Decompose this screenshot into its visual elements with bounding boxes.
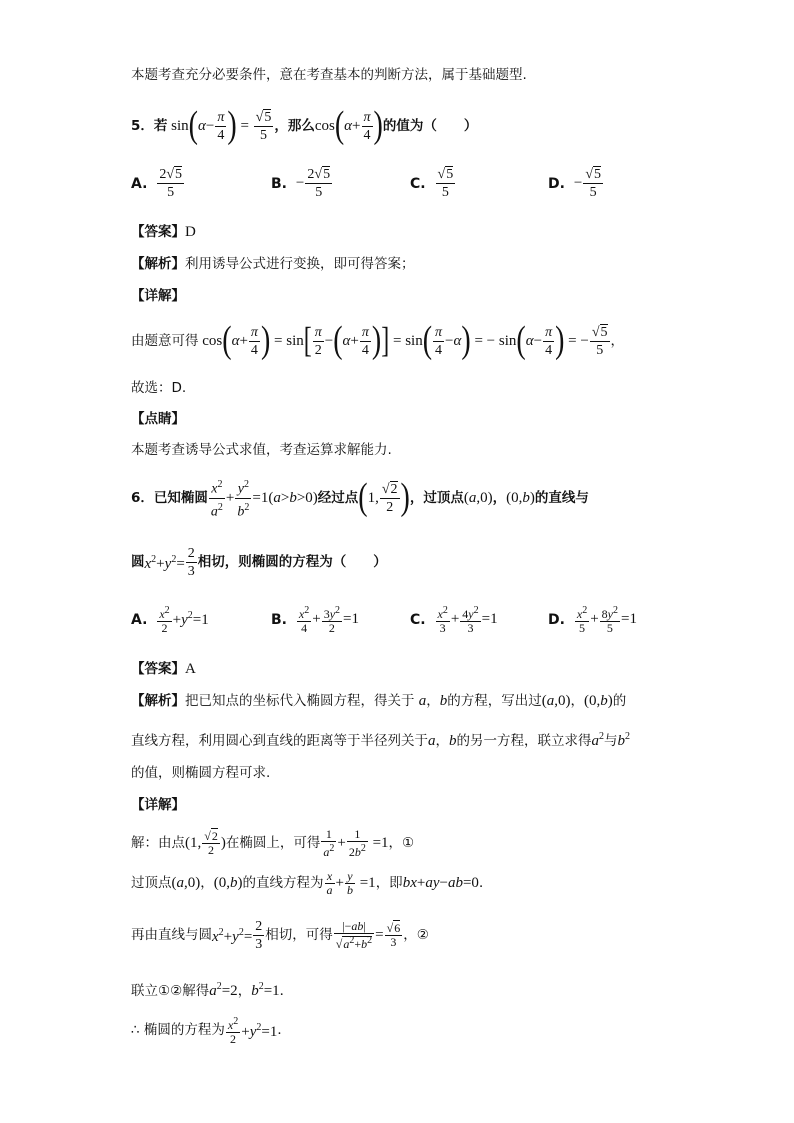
q5-analysis: 【解析】利用诱导公式进行变换，即可得答案； <box>131 256 415 272</box>
q5-comment: 本题考查诱导公式求值，考查运算求解能力. <box>131 442 392 458</box>
q5-detail-tag: 【详解】 <box>131 288 185 304</box>
q6-stem-line1: 6． 已知椭圆 $\frac{x^2}{a^2}$ + $\frac{y^2}{b^2}$ =1(a>b>0) 经过点 ( 1, $\frac{√2}{2}$ ) ，过顶点 (a,0) ， (0,b) 的直线与 <box>131 476 589 520</box>
q5-post: 的值为（ ） <box>382 118 478 134</box>
q5-detail-formula: 由题意可得 cos ( α + $\frac{\pi}{4}$ ) = sin [ $\frac{\pi}{2}$ − ( α + $\frac{\pi}{4}$ ) ] = sin ( $\frac{\pi}{4}$ − α ) = − sin ( α − $\frac{\pi}{4}$ ) = − $\frac{√5}{5}$ ， <box>131 319 625 362</box>
q6-answer: 【答案】A <box>131 661 196 677</box>
q6-detail-3: 再由直线与圆 $x^2+y^2=$ $\frac{2}{3}$ 相切，可得 $\frac{|-ab|}{√a^2+b^2}$ = $\frac{√6}{3}$ ，② <box>131 918 429 952</box>
q5-pre: 若 <box>153 118 168 134</box>
q6-option-c: C. $\frac{x^2}{3}$ + $\frac{4y^2}{3}$ =1 <box>410 605 498 635</box>
q6-stem-line2: 圆 $x^2+y^2=$ $\frac{2}{3}$ 相切，则椭圆的方程为（ ） <box>131 545 387 579</box>
q5-number: 5． <box>131 118 154 134</box>
q5-option-a: A. $\frac{2√5}{5}$ <box>131 167 183 200</box>
q6-analysis-line1: 【解析】把已知点的坐标代入椭圆方程，得关于 a，b的方程，写出过(a,0)，(0,b)的 <box>131 693 627 709</box>
q5-answer: 【答案】D <box>131 224 196 240</box>
q5-conclusion: 故选：D. <box>131 380 187 396</box>
q6-number: 6． <box>131 490 154 506</box>
q6-analysis-line2: 直线方程，利用圆心到直线的距离等于半径列关于a，b的另一方程，联立求得$a^2$与$b^2$ <box>131 731 630 749</box>
q5-comment-tag: 【点睛】 <box>131 411 185 427</box>
q6-detail-4: 联立①②解得$a^2=2$，$b^2=1$． <box>131 981 294 999</box>
q5-option-b: B. − $\frac{2√5}{5}$ <box>271 167 331 200</box>
q6-analysis-line3: 的值，则椭圆方程可求. <box>131 765 271 781</box>
q6-detail-2: 过顶点 (a,0) ， (0,b) 的直线方程为 $\frac{x}{a}$ + $\frac{y}{b}$ =1 ，即 bx+ay−ab=0 ． <box>131 868 493 897</box>
q6-option-a: A. $\frac{x^2}{2}$ $+y^2=1$ <box>131 605 209 635</box>
q5-mid: ，那么 <box>274 118 315 134</box>
q6-detail-5: ∴ 椭圆的方程为 $\frac{x^2}{2}$ $+y^2=1$ ． <box>131 1015 291 1046</box>
q5-option-c: C. $\frac{√5}{5}$ <box>410 167 454 200</box>
q6-detail-1: 解：由点 (1, $\frac{√2}{2}$ ) 在椭圆上，可得 $\frac{1}{a^2}$ + $\frac{1}{2b^2}$ =1 ，① <box>131 826 415 859</box>
q6-option-b: B. $\frac{x^2}{4}$ + $\frac{3y^2}{2}$ =1 <box>271 605 359 635</box>
q6-detail-tag: 【详解】 <box>131 797 185 813</box>
q5-option-d: D. − $\frac{√5}{5}$ <box>548 167 602 200</box>
intro-text: 本题考查充分必要条件，意在考查基本的判断方法，属于基础题型. <box>131 67 527 83</box>
q6-option-d: D. $\frac{x^2}{5}$ + $\frac{8y^2}{5}$ =1 <box>548 605 637 635</box>
q5-stem: 5． 若 sin ( α − $\frac{\pi}{4}$ ) = $\frac{√5}{5}$ ，那么 cos ( α + $\frac{\pi}{4}$ ) 的值为（ ） <box>131 104 478 147</box>
